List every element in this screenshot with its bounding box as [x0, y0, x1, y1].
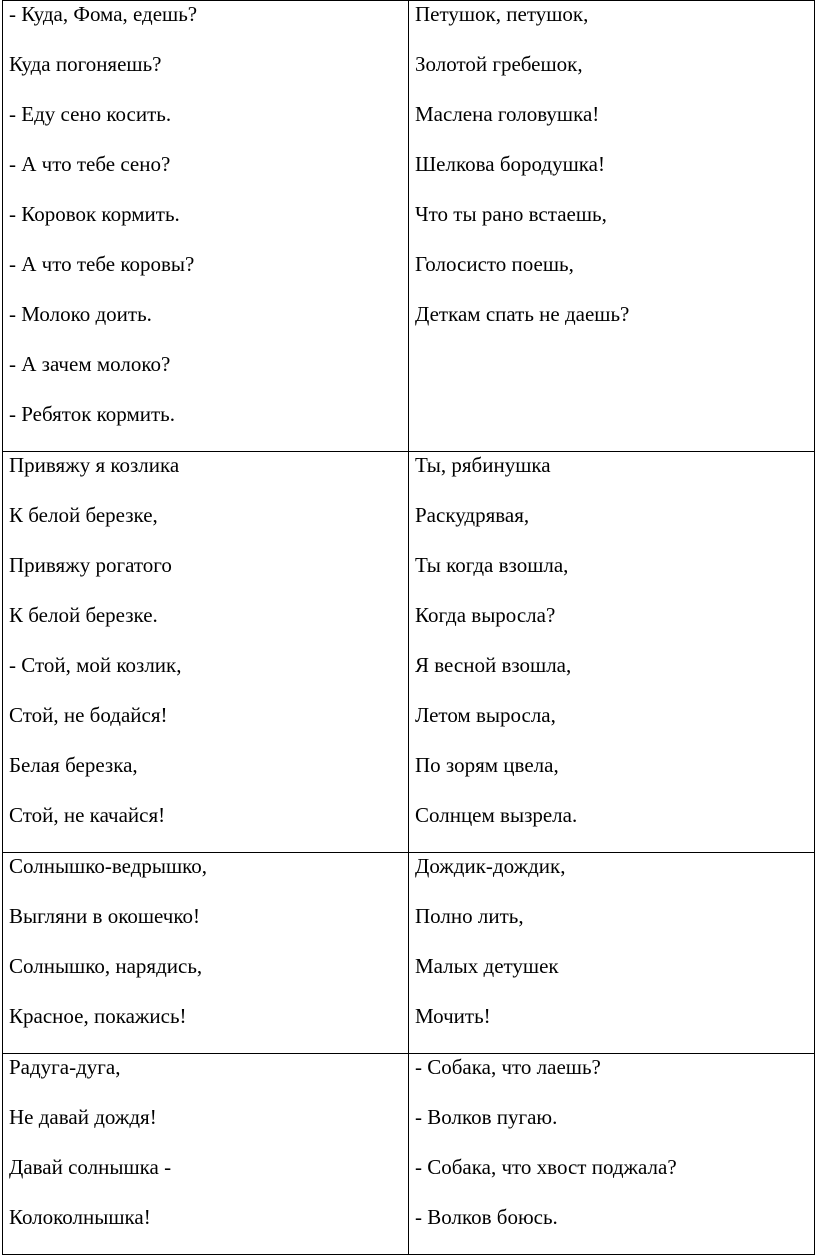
table-row [3, 853, 815, 1054]
poem-line: - Собака, что хвост поджала? [415, 1155, 677, 1179]
poem-line: - Молоко доить. [9, 302, 152, 326]
poem-line: - Волков боюсь. [415, 1205, 558, 1229]
poem-line: Малых детушек [415, 954, 559, 978]
poem-line: - Собака, что лаешь? [415, 1055, 601, 1079]
poem-line: - Волков пугаю. [415, 1105, 558, 1129]
poem-line: Летом выросла, [415, 703, 556, 727]
poem-line: Ты, рябинушка [415, 453, 551, 477]
poem-line: Выгляни в окошечко! [9, 904, 200, 928]
poem-line: Стой, не качайся! [9, 803, 166, 827]
poem-line: Радуга-дуга, [9, 1055, 121, 1079]
table-row [3, 1, 815, 452]
poem-line: - Стой, мой козлик, [9, 653, 182, 677]
poem-line: - А что тебе коровы? [9, 252, 195, 276]
poem-line: - Коровок кормить. [9, 202, 180, 226]
poem-line: Деткам спать не даешь? [415, 302, 630, 326]
poems-table [2, 0, 815, 1255]
poem-line: Полно лить, [415, 904, 524, 928]
poem-line: - А зачем молоко? [9, 352, 171, 376]
poem-line: Не давай дождя! [9, 1105, 157, 1129]
poem-cell-left [3, 853, 409, 1054]
poem-line: Привяжу рогатого [9, 553, 172, 577]
poem-cell-left [3, 1054, 409, 1255]
poem-cell-left [3, 452, 409, 853]
poem-cell-right [409, 452, 815, 853]
table-row [3, 452, 815, 853]
poem-line: - А что тебе сено? [9, 152, 171, 176]
poem-line: Стой, не бодайся! [9, 703, 168, 727]
poem-line: - Еду сено косить. [9, 102, 172, 126]
poem-line: Золотой гребешок, [415, 52, 583, 76]
poem-line: Привяжу я козлика [9, 453, 180, 477]
poem-cell-left [3, 1, 409, 452]
poem-line: К белой березке, [9, 503, 158, 527]
poem-line: Белая березка, [9, 753, 138, 777]
poem-line: По зорям цвела, [415, 753, 559, 777]
poem-line: Солнышко-ведрышко, [9, 854, 208, 878]
poem-line: Солнышко, нарядись, [9, 954, 203, 978]
poem-line: Петушок, петушок, [415, 2, 589, 26]
poem-line: - Ребяток кормить. [9, 402, 175, 426]
poem-cell-right [409, 853, 815, 1054]
poem-line: Красное, покажись! [9, 1004, 187, 1028]
poem-line: Что ты рано встаешь, [415, 202, 607, 226]
poem-line: Шелкова бородушка! [415, 152, 605, 176]
poem-line: Солнцем вызрела. [415, 803, 578, 827]
poem-line: Дождик-дождик, [415, 854, 566, 878]
poem-line: - Куда, Фома, едешь? [9, 2, 198, 26]
poem-line: Когда выросла? [415, 603, 556, 627]
poem-line: Давай солнышка - [9, 1155, 172, 1179]
poem-line: Я весной взошла, [415, 653, 572, 677]
table-row [3, 1054, 815, 1255]
poem-line: Маслена головушка! [415, 102, 600, 126]
poem-line: Колоколнышка! [9, 1205, 151, 1229]
poem-line: Мочить! [415, 1004, 491, 1028]
poem-line: Раскудрявая, [415, 503, 530, 527]
poem-line: Ты когда взошла, [415, 553, 569, 577]
poem-cell-right [409, 1, 815, 452]
poem-line: Куда погоняешь? [9, 52, 162, 76]
poem-cell-right [409, 1054, 815, 1255]
poem-line: Голосисто поешь, [415, 252, 574, 276]
poem-line: К белой березке. [9, 603, 158, 627]
